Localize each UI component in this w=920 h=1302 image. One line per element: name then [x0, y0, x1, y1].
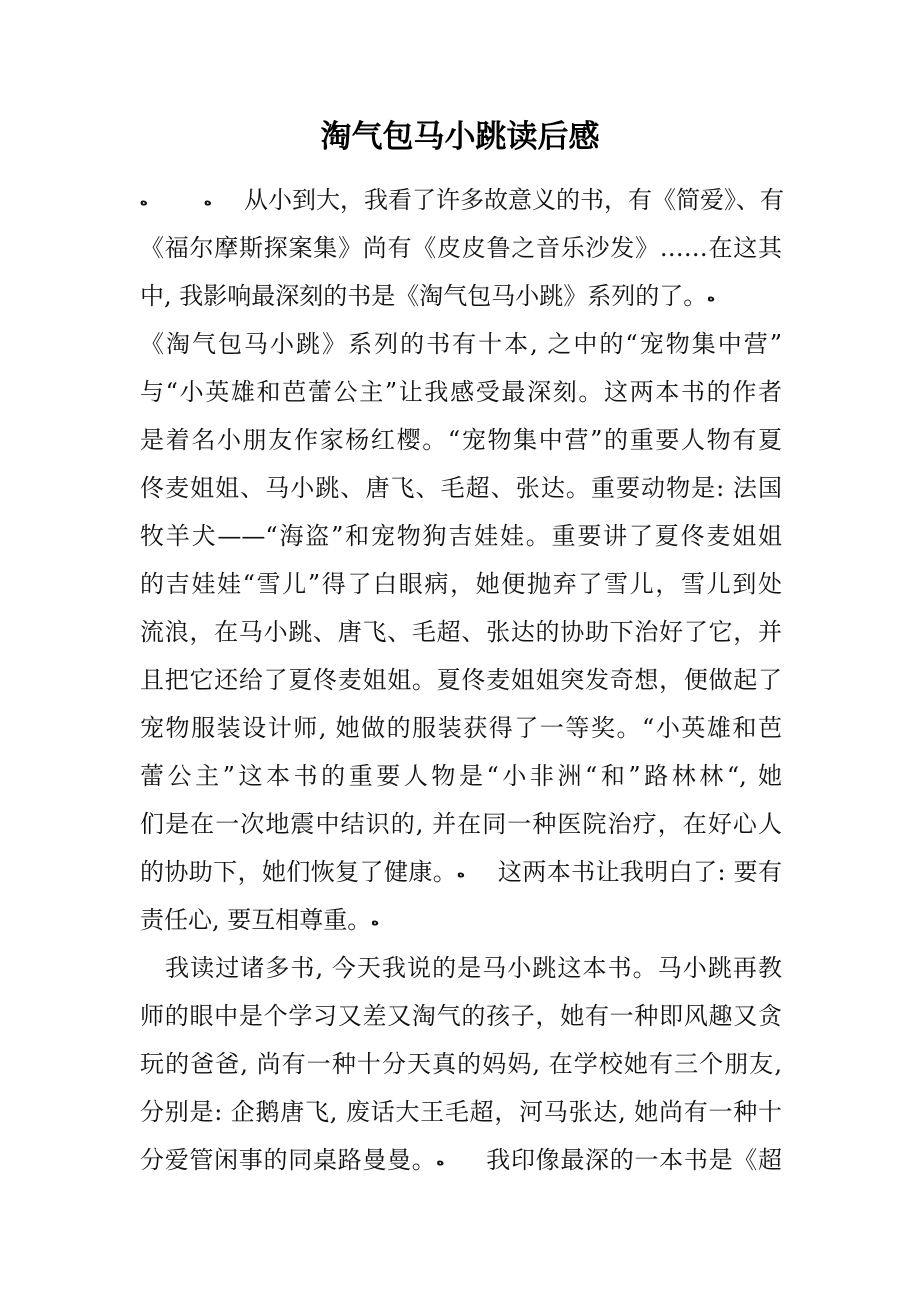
paragraph-mark-icon: ه [204, 193, 212, 209]
text-line: 分爱管闲事的同桌路曼曼。ه 我印像最深的一本书是《超 [140, 1136, 782, 1184]
paragraph-mark-icon: ه [707, 289, 715, 305]
text-line: 流浪，在马小跳、唐飞、毛超、张达的协助下治好了它，并 [140, 618, 782, 646]
text-line: 是着名小朋友作家杨红樱。“宠物集中营”的重要人物有夏 [140, 426, 782, 454]
text-line: 责任心, 要互相尊重。ه [140, 896, 782, 944]
text-line: 佟麦姐姐、马小跳、唐飞、毛超、张达。重要动物是: 法国 [140, 474, 782, 502]
document-title: 淘气包马小跳读后感 [320, 119, 600, 155]
text-line: 中, 我影响最深刻的书是《淘气包马小跳》系列的了。ه [140, 272, 782, 320]
text-line: 与“小英雄和芭蕾公主”让我感受最深刻。这两本书的作者 [140, 378, 782, 406]
text-line: 的吉娃娃“雪儿”得了白眼病，她便抛弃了雪儿，雪儿到处 [140, 570, 782, 598]
paragraph-mark-icon: ه [140, 193, 148, 209]
text-line: 我读过诸多书, 今天我说的是马小跳这本书。马小跳再教 [140, 954, 782, 982]
text-line: 宠物服装设计师, 她做的服装获得了一等奖。“小英雄和芭 [140, 714, 782, 742]
paragraph-mark-icon: ه [371, 913, 379, 929]
text-line: 分别是: 企鹅唐飞, 废话大王毛超，河马张达, 她尚有一种十 [140, 1098, 782, 1126]
text-line: 师的眼中是个学习又差又淘气的孩子，她有一种即风趣又贪 [140, 1002, 782, 1030]
text-line: 们是在一次地震中结识的, 并在同一种医院治疗，在好心人 [140, 810, 782, 838]
paragraph-mark-icon: ه [436, 1153, 445, 1169]
text-line: 牧羊犬——“海盗”和宠物狗吉娃娃。重要讲了夏佟麦姐姐 [140, 522, 782, 550]
text-line: 玩的爸爸, 尚有一种十分天真的妈妈, 在学校她有三个朋友, [140, 1050, 782, 1078]
text-line: 的协助下，她们恢复了健康。ه 这两本书让我明白了: 要有 [140, 848, 782, 896]
document-body [140, 176, 782, 1184]
text-line: 蕾公主”这本书的重要人物是“小非洲“和”路林林“, 她 [140, 762, 782, 790]
paragraph-mark-icon: ه [457, 865, 465, 881]
text-line: 《淘气包马小跳》系列的书有十本, 之中的“宠物集中营” [140, 330, 782, 358]
text-line: 《福尔摩斯探案集》尚有《皮皮鲁之音乐沙发》……在这其 [140, 234, 782, 262]
text-line: ه ه 从小到大，我看了许多故意义的书，有《简爱》、有 [140, 176, 782, 224]
text-line: 且把它还给了夏佟麦姐姐。夏佟麦姐姐突发奇想，便做起了 [140, 666, 782, 694]
